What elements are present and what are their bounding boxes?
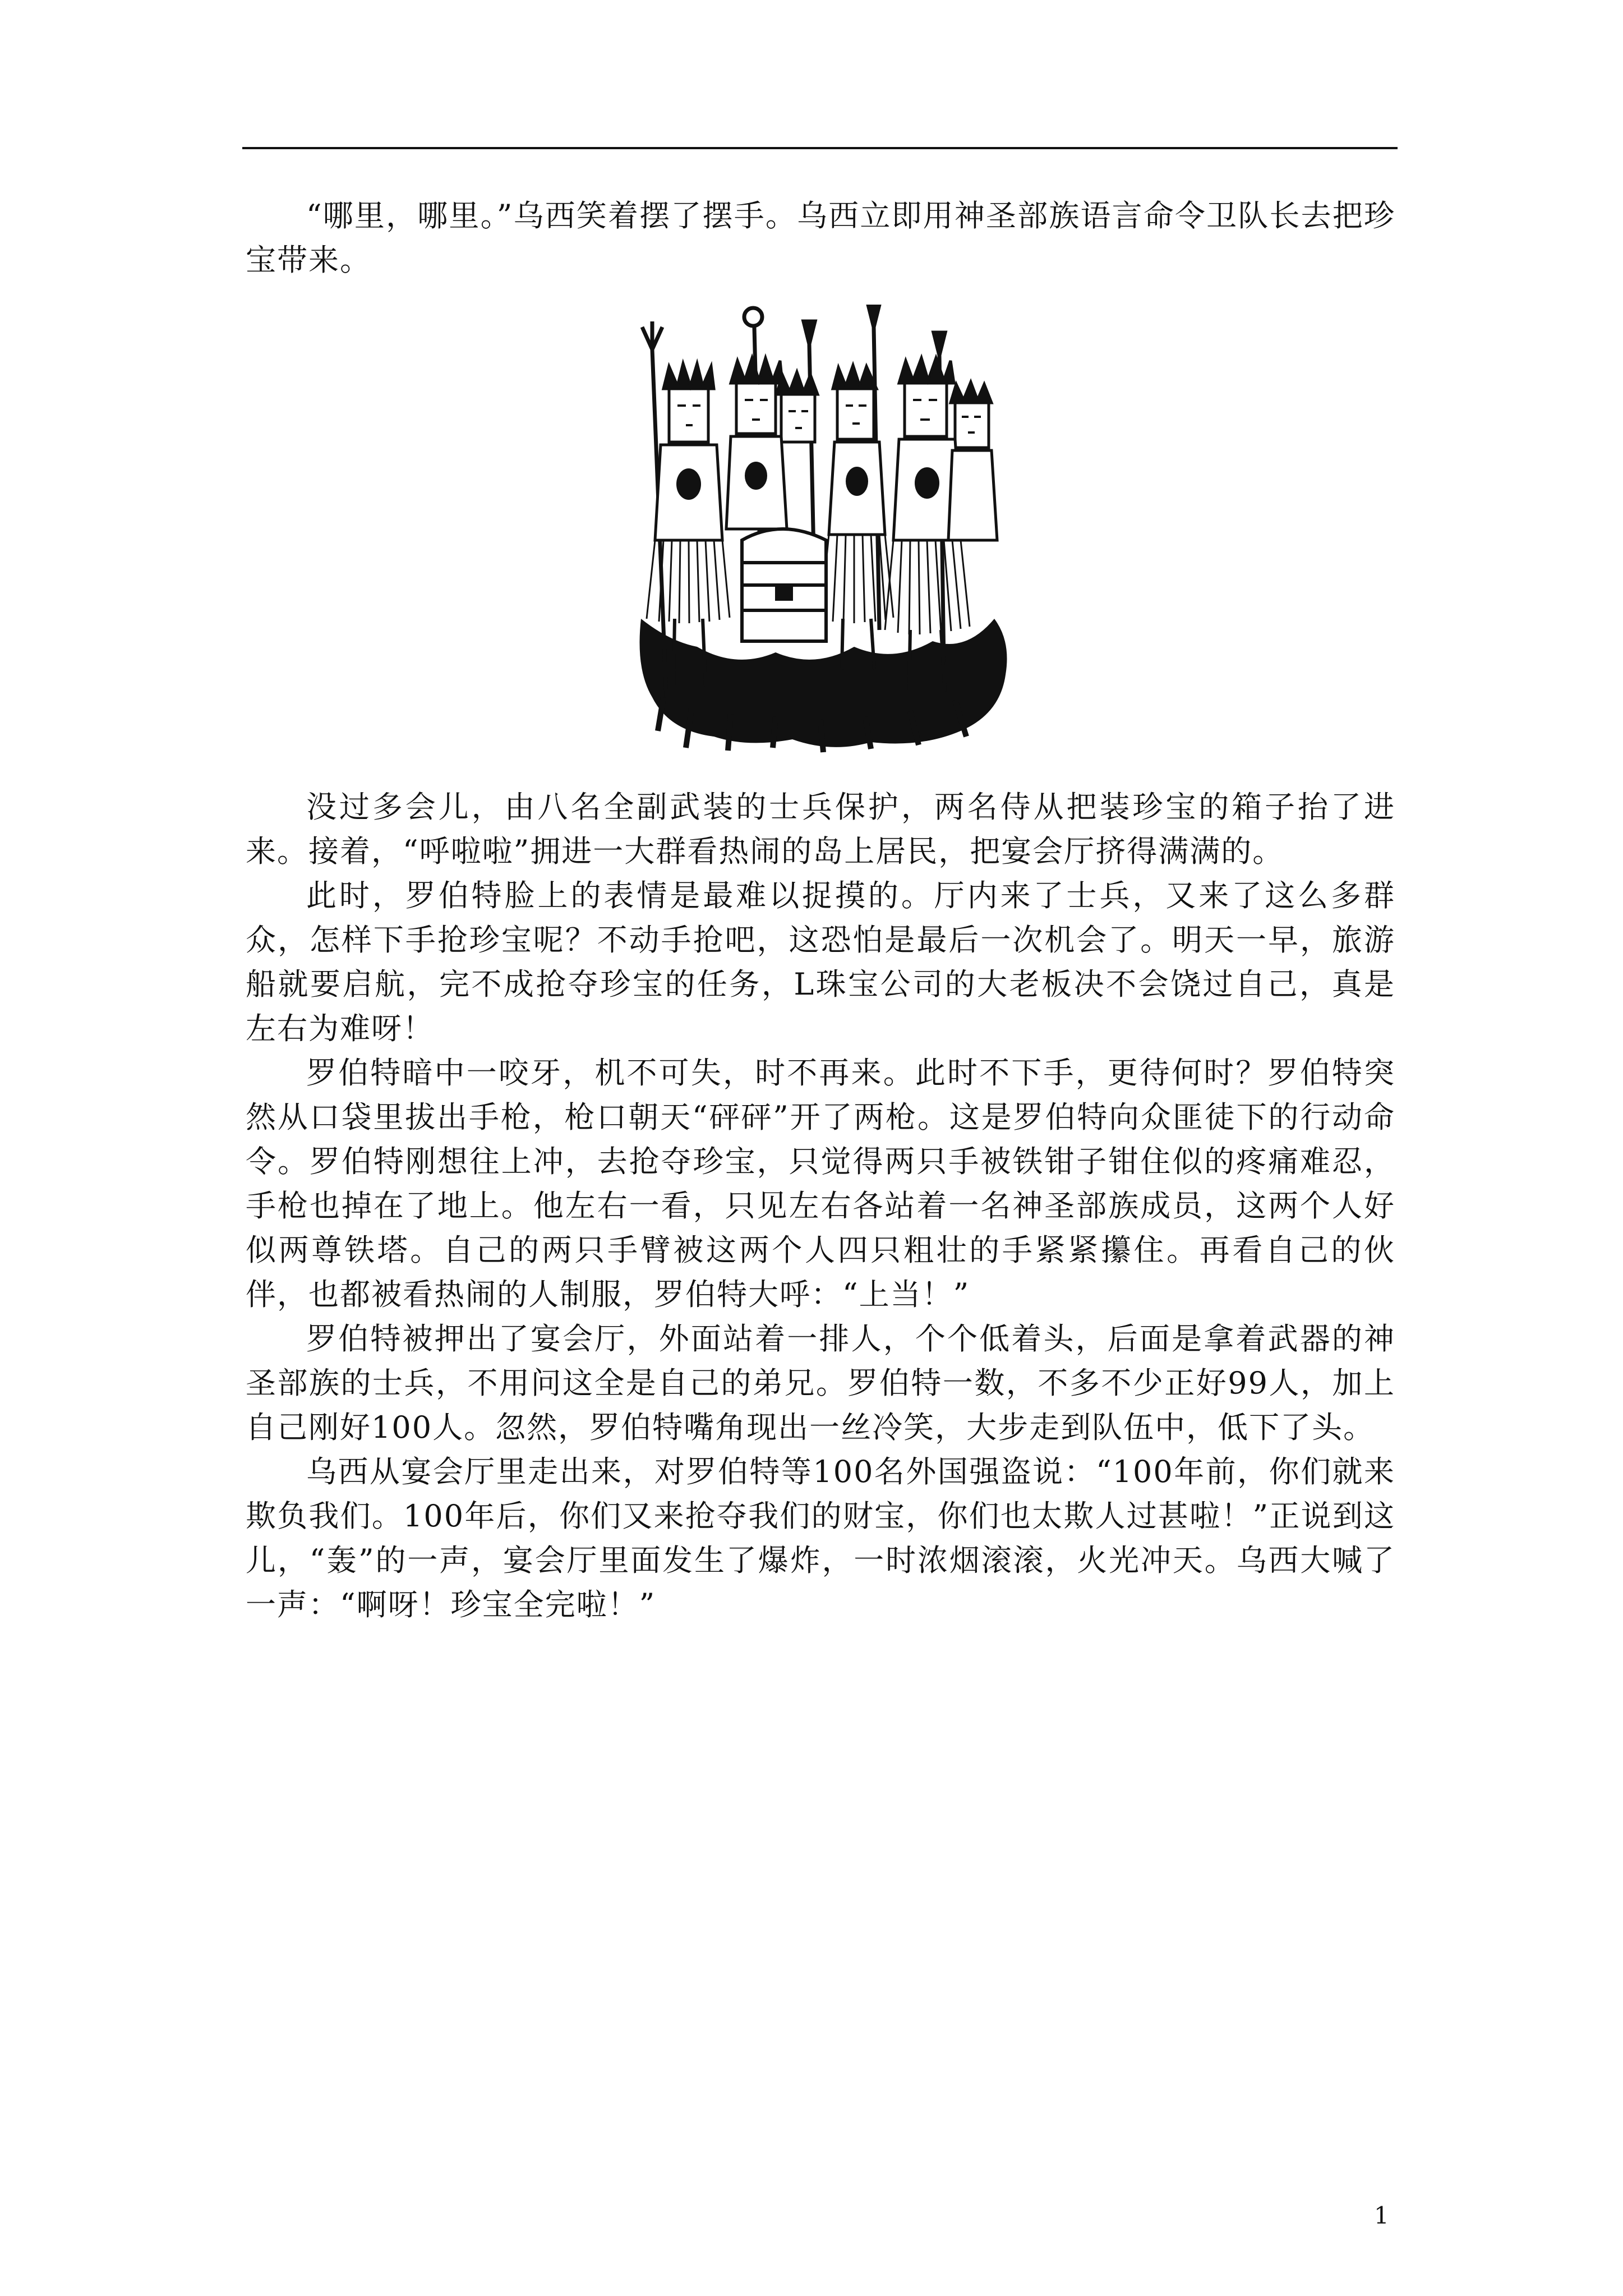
paragraph-5: 罗伯特被押出了宴会厅，外面站着一排人，个个低着头，后面是拿着武器的神圣部族的士兵，不用问这全是自己的弟兄。罗伯特一数，不多不少正好99人，加上自己刚好100人。忽然，罗伯特嘴角现出一丝冷笑，大步走到队伍中，低下了头。 — [246, 1321, 1395, 1445]
document-body — [246, 194, 1395, 1627]
paragraph-6: 乌西从宴会厅里走出来，对罗伯特等100名外国强盗说：“100年前，你们就来欺负我们。100年后，你们又来抢夺我们的财宝，你们也太欺人过甚啦！”正说到这儿，“轰”的一声，宴会厅里面发生了爆炸，一时浓烟滚滚，火光冲天。乌西大喊了一声：“啊呀！珍宝全完啦！” — [246, 1454, 1395, 1622]
paragraph-4: 罗伯特暗中一咬牙，机不可失，时不再来。此时不下手，更待何时？罗伯特突然从口袋里拔出手枪，枪口朝天“砰砰”开了两枪。这是罗伯特向众匪徒下的行动命令。罗伯特刚想往上冲，去抢夺珍宝，只觉得两只手被铁钳子钳住似的疼痛难忍，手枪也掉在了地上。他左右一看，只见左右各站着一名神圣部族成员，这两个人好似两尊铁塔。自己的两只手臂被这两个人四只粗壮的手紧紧攥住。再看自己的伙伴，也都被看热闹的人制服，罗伯特大呼：“上当！” — [246, 1055, 1395, 1312]
illustration-container — [246, 305, 1395, 774]
header-rule — [242, 147, 1398, 149]
paragraph-3: 此时，罗伯特脸上的表情是最难以捉摸的。厅内来了士兵，又来了这么多群众，怎样下手抢珍宝呢？不动手抢吧，这恐怕是最后一次机会了。明天一早，旅游船就要启航，完不成抢夺珍宝的任务，L珠宝公司的大老板决不会饶过自己，真是左右为难呀！ — [246, 878, 1395, 1046]
paragraph-2: 没过多会儿，由八名全副武装的士兵保护，两名侍从把装珍宝的箱子抬了进来。接着，“呼啦啦”拥进一大群看热闹的岛上居民，把宴会厅挤得满满的。 — [246, 789, 1395, 869]
page-number: 1 — [1374, 2202, 1389, 2229]
paragraph-1: “哪里，哪里。”乌西笑着摆了摆手。乌西立即用神圣部族语言命令卫队长去把珍宝带来。 — [246, 198, 1395, 278]
tribal-warriors-illustration — [630, 305, 1017, 753]
